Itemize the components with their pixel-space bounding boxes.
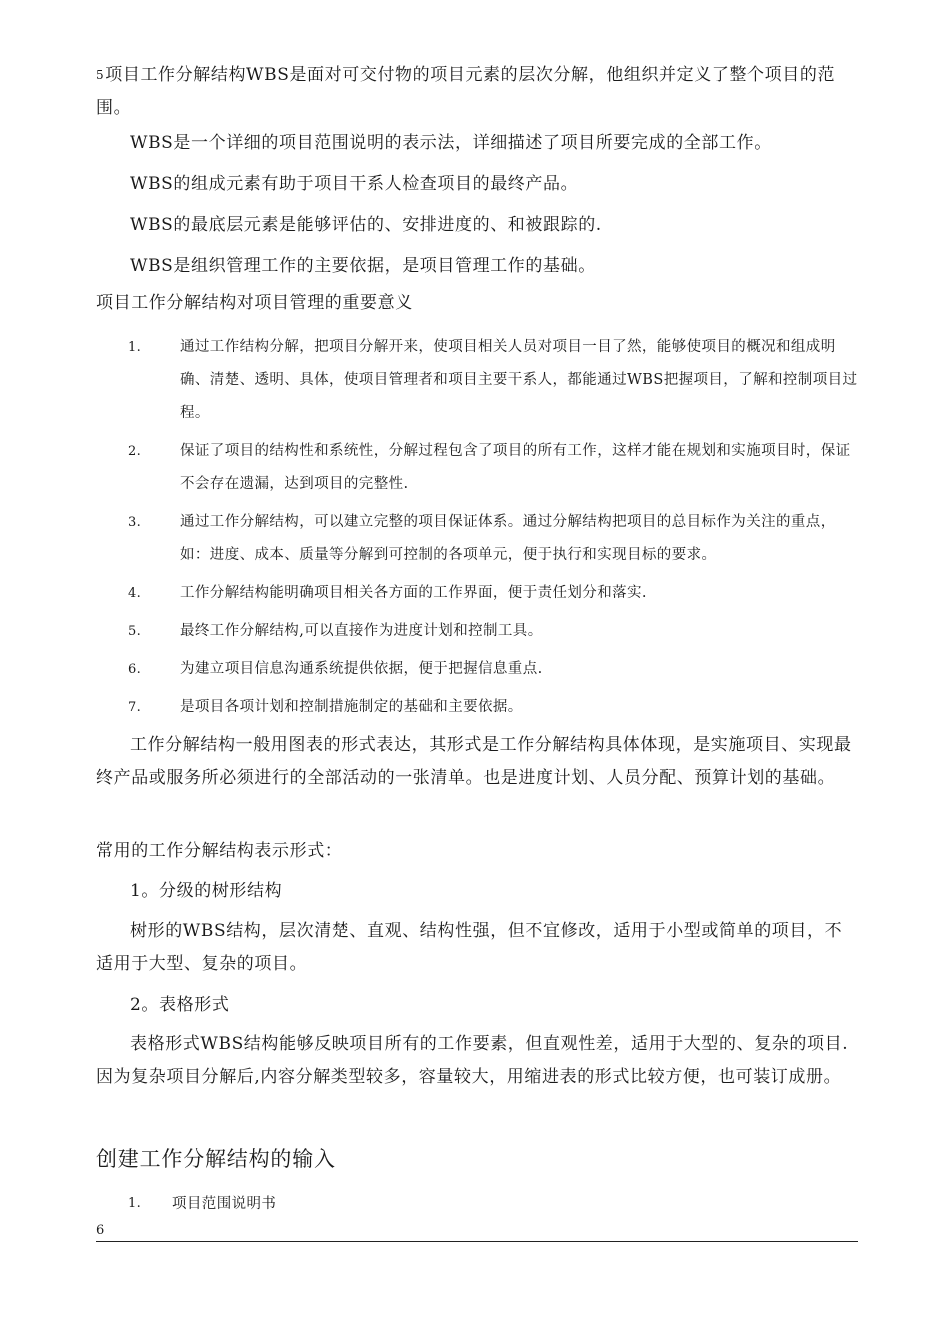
- significance-list: [96, 331, 858, 724]
- list-item-number: 6.: [128, 662, 142, 677]
- significance-title: 项目工作分解结构对项目管理的重要意义: [96, 293, 413, 313]
- list-item: 7. 是项目各项计划和控制措施制定的基础和主要依据。: [96, 691, 858, 724]
- section-heading: 创建工作分解结构的输入: [96, 1147, 336, 1171]
- intro-paragraph-3: WBS的组成元素有助于项目干系人检查项目的最终产品。: [130, 174, 579, 194]
- list-item-number: 5.: [128, 624, 142, 639]
- table-form-title: 2。表格形式: [130, 995, 230, 1015]
- intro-paragraph-5: WBS是组织管理工作的主要依据，是项目管理工作的基础。: [130, 256, 596, 276]
- list-item: 6. 为建立项目信息沟通系统提供依据，便于把握信息重点.: [96, 653, 858, 686]
- list-item-number: 2.: [128, 444, 142, 459]
- list-item: 2. 保证了项目的结构性和系统性，分解过程包含了项目的所有工作，这样才能在规划和实施项目时，保证不会存在遗漏，达到项目的完整性.: [96, 435, 858, 501]
- forms-title: 常用的工作分解结构表示形式：: [96, 841, 343, 861]
- inputs-list: [96, 1192, 858, 1216]
- tree-form-description: 树形的WBS结构，层次清楚、直观、结构性强，但不宜修改，适用于小型或简单的项目，不适用于大型、复杂的项目。: [96, 921, 843, 974]
- intro-paragraph-1: 5项目工作分解结构WBS是面对可交付物的项目元素的层次分解，他组织并定义了整个项目的范围。: [96, 65, 836, 118]
- forms-paragraph: 工作分解结构一般用图表的形式表达，其形式是工作分解结构具体体现，是实施项目、实现最终产品或服务所必须进行的全部活动的一张清单。也是进度计划、人员分配、预算计划的基础。: [96, 735, 852, 788]
- page-number: 6: [96, 1223, 105, 1238]
- list-item: 1. 项目范围说明书: [96, 1192, 858, 1216]
- list-item: 3. 通过工作分解结构，可以建立完整的项目保证体系。通过分解结构把项目的总目标作为关注的重点，如：进度、成本、质量等分解到可控制的各项单元，便于执行和实现目标的要求。: [96, 506, 858, 572]
- list-item-number: 1.: [128, 340, 142, 355]
- list-item-number: 1.: [128, 1196, 142, 1211]
- intro-section: [96, 59, 858, 125]
- list-item-number: 3.: [128, 515, 142, 530]
- intro-paragraph-2: WBS是一个详细的项目范围说明的表示法，详细描述了项目所要完成的全部工作。: [130, 133, 772, 153]
- tree-form-title: 1。分级的树形结构: [130, 881, 283, 901]
- document-page: [96, 0, 858, 1344]
- list-item: 5. 最终工作分解结构,可以直接作为进度计划和控制工具。: [96, 615, 858, 648]
- intro-paragraph-4: WBS的最底层元素是能够评估的、安排进度的、和被跟踪的.: [130, 215, 602, 235]
- list-item: 1. 通过工作结构分解，把项目分解开来，使项目相关人员对项目一目了然，能够使项目的概况和组成明确、清楚、透明、具体，使项目管理者和项目主要干系人，都能通过WBS把握项目，了解和控制项目过程。: [96, 331, 858, 430]
- list-item: 4. 工作分解结构能明确项目相关各方面的工作界面，便于责任划分和落实.: [96, 577, 858, 610]
- table-form-description: 表格形式WBS结构能够反映项目所有的工作要素，但直观性差，适用于大型的、复杂的项目.因为复杂项目分解后,内容分解类型较多，容量较大，用缩进表的形式比较方便，也可装订成册。: [96, 1034, 849, 1087]
- list-item-number: 7.: [128, 700, 142, 715]
- footer-divider: [96, 1241, 858, 1242]
- list-item-number: 4.: [128, 586, 142, 601]
- lead-number: 5: [96, 68, 105, 82]
